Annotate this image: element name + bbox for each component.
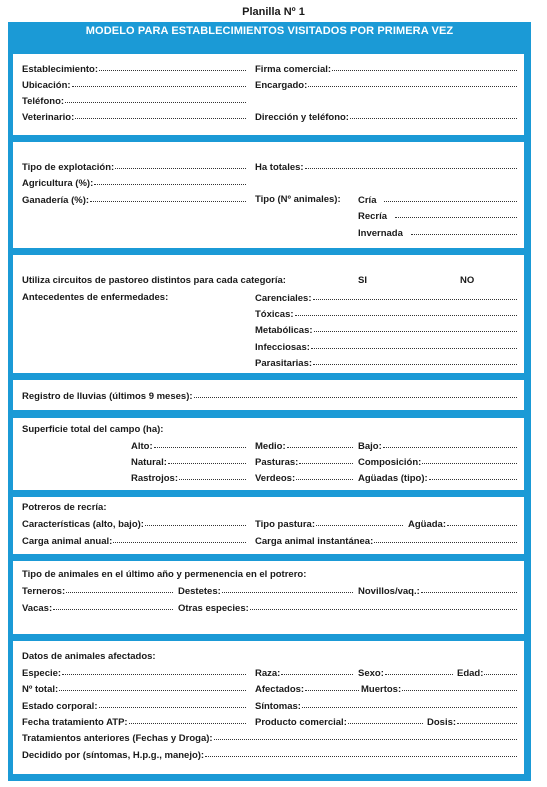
tipo-explotacion-field[interactable] [22,161,246,173]
tipo-explotacion-label: Tipo de explotación: [22,162,115,173]
sexo-label: Sexo: [358,668,384,679]
encargado-field[interactable] [255,79,517,91]
afectados-label: Afectados: [255,684,305,695]
si-option[interactable]: SI [358,275,367,286]
carga-anual-label: Carga animal anual: [22,536,113,547]
sintomas-line[interactable] [302,700,517,708]
agricultura-line[interactable] [94,177,246,185]
ganaderia-line[interactable] [90,194,246,202]
fecha-tratamiento-field[interactable] [22,716,246,728]
novillos-line[interactable] [421,585,517,593]
section-establecimiento [13,54,524,135]
infecciosas-label: Infecciosas: [255,342,310,353]
bajo-label: Bajo: [358,441,382,452]
n-total-line[interactable] [59,683,246,691]
composicion-line[interactable] [422,456,517,464]
sintomas-label: Síntomas: [255,701,301,712]
cria-field[interactable] [358,194,517,206]
telefono-field[interactable] [22,95,246,107]
ganaderia-field[interactable] [22,194,246,206]
ubicacion-line[interactable] [72,79,246,87]
composicion-label: Composición: [358,457,422,468]
cria-label: Cría [358,195,377,206]
aguada-label: Agüada: [408,519,446,530]
muertos-label: Muertos: [361,684,402,695]
alto-line[interactable] [154,440,246,448]
recria-label: Recría [358,211,388,222]
novillos-label: Novillos/vaq.: [358,586,420,597]
invernada-line[interactable] [411,227,517,235]
especie-line[interactable] [62,667,246,675]
composicion-field[interactable] [358,456,517,468]
veterinario-line[interactable] [75,111,246,119]
sexo-field[interactable] [358,667,453,679]
bajo-line[interactable] [383,440,517,448]
medio-field[interactable] [255,440,353,452]
infecciosas-line[interactable] [311,341,517,349]
otras-especies-label: Otras especies: [178,603,249,614]
carga-instantanea-field[interactable] [255,535,517,547]
caracteristicas-field[interactable] [22,518,246,530]
dosis-line[interactable] [457,716,517,724]
edad-field[interactable] [457,667,517,679]
natural-field[interactable] [131,456,246,468]
recria-line[interactable] [395,210,517,218]
afectados-field[interactable] [255,683,359,695]
destetes-field[interactable] [178,585,353,597]
parasitarias-label: Parasitarias: [255,358,313,369]
veterinario-label: Veterinario: [22,112,75,123]
carga-instantanea-line[interactable] [374,535,517,543]
potreros-label: Potreros de recría: [22,502,107,513]
veterinario-field[interactable] [22,111,246,123]
carenciales-field[interactable] [255,292,517,304]
muertos-field[interactable] [361,683,517,695]
producto-comercial-line[interactable] [348,716,423,724]
dosis-label: Dosis: [427,717,457,728]
verdeos-label: Verdeos: [255,473,296,484]
verdeos-line[interactable] [296,472,353,480]
encargado-label: Encargado: [255,80,308,91]
superficie-label: Superficie total del campo (ha): [22,424,164,435]
aguadas-field[interactable] [358,472,517,484]
rastrojos-line[interactable] [179,472,246,480]
afectados-line[interactable] [305,683,359,691]
edad-line[interactable] [484,667,517,675]
vacas-line[interactable] [53,602,173,610]
agricultura-field[interactable] [22,177,246,189]
establecimiento-field[interactable] [22,63,246,75]
muertos-line[interactable] [402,683,517,691]
tratamientos-anteriores-label: Tratamientos anteriores (Fechas y Droga): [22,733,213,744]
natural-label: Natural: [131,457,167,468]
section-potreros [13,497,524,554]
no-option[interactable]: NO [460,275,475,286]
raza-line[interactable] [281,667,353,675]
caracteristicas-line[interactable] [145,518,246,526]
section-superficie [13,418,524,490]
sintomas-field[interactable] [255,700,517,712]
ha-totales-label: Ha totales: [255,162,304,173]
carga-anual-field[interactable] [22,535,246,547]
metabolicas-label: Metabólicas: [255,325,313,336]
otras-especies-line[interactable] [250,602,517,610]
firma-label: Firma comercial: [255,64,332,75]
encargado-line[interactable] [308,79,517,87]
pasturas-field[interactable] [255,456,353,468]
verdeos-field[interactable] [255,472,353,484]
natural-line[interactable] [168,456,246,464]
form-title-banner: MODELO PARA ESTABLECIMIENTOS VISITADOS POR PRIMERA VEZ [8,22,531,41]
tipo-pastura-field[interactable] [255,518,403,530]
carenciales-label: Carenciales: [255,293,312,304]
ha-totales-field[interactable] [255,161,517,173]
n-total-field[interactable] [22,683,246,695]
raza-field[interactable] [255,667,353,679]
fecha-tratamiento-label: Fecha tratamiento ATP: [22,717,128,728]
terneros-label: Terneros: [22,586,66,597]
datos-afectados-label: Datos de animales afectados: [22,651,156,662]
aguadas-label: Agüadas (tipo): [358,473,428,484]
section-enfermedades [13,255,524,373]
lluvias-field[interactable] [22,390,517,402]
n-total-label: Nº total: [22,684,59,695]
telefono-label: Teléfono: [22,96,65,107]
raza-label: Raza: [255,668,281,679]
lluvias-label: Registro de lluvias (últimos 9 meses): [22,391,193,402]
firma-field[interactable] [255,63,517,75]
establecimiento-line[interactable] [99,63,246,71]
dosis-field[interactable] [427,716,517,728]
antecedentes-label: Antecedentes de enfermedades: [22,292,169,303]
form-number: Planilla Nº 1 [242,6,305,18]
decidido-por-label: Decidido por (síntomas, H.p.g., manejo): [22,750,205,761]
tratamientos-anteriores-line[interactable] [214,732,517,740]
pasturas-label: Pasturas: [255,457,299,468]
alto-field[interactable] [131,440,246,452]
tipo-pastura-label: Tipo pastura: [255,519,315,530]
aguada-field[interactable] [408,518,517,530]
novillos-field[interactable] [358,585,517,597]
tratamientos-anteriores-field[interactable] [22,732,517,744]
vacas-label: Vacas: [22,603,53,614]
medio-label: Medio: [255,441,286,452]
estado-corporal-field[interactable] [22,700,246,712]
decidido-por-line[interactable] [205,749,517,757]
especie-field[interactable] [22,667,246,679]
infecciosas-field[interactable] [255,341,517,353]
alto-label: Alto: [131,441,153,452]
toxicas-label: Tóxicas: [255,309,294,320]
parasitarias-line[interactable] [313,357,517,365]
section-explotacion [13,142,524,248]
terneros-line[interactable] [66,585,173,593]
parasitarias-field[interactable] [255,357,517,369]
pasturas-line[interactable] [299,456,353,464]
carenciales-line[interactable] [313,292,517,300]
vacas-field[interactable] [22,602,173,614]
section-lluvias [13,380,524,410]
producto-comercial-field[interactable] [255,716,423,728]
toxicas-field[interactable] [255,308,517,320]
carga-instantanea-label: Carga animal instantánea: [255,536,374,547]
establecimiento-label: Establecimiento: [22,64,99,75]
ubicacion-label: Ubicación: [22,80,71,91]
invernada-label: Invernada [358,228,403,239]
tipo-explotacion-line[interactable] [115,161,246,169]
invernada-field[interactable] [358,227,517,239]
aguadas-line[interactable] [429,472,517,480]
bajo-field[interactable] [358,440,517,452]
recria-field[interactable] [358,210,517,222]
tipo-animales-label: Tipo (Nº animales): [255,194,341,205]
tipo-pastura-line[interactable] [316,518,403,526]
estado-corporal-label: Estado corporal: [22,701,98,712]
sexo-line[interactable] [385,667,453,675]
estado-corporal-line[interactable] [99,700,247,708]
rastrojos-field[interactable] [131,472,246,484]
ha-totales-line[interactable] [305,161,517,169]
direccion-label: Dirección y teléfono: [255,112,349,123]
section-tipo-animales [13,561,524,634]
circuitos-label: Utiliza circuitos de pastoreo distintos para cada categoría: [22,275,286,286]
especie-label: Especie: [22,668,62,679]
edad-label: Edad: [457,668,484,679]
carga-anual-line[interactable] [113,535,246,543]
direccion-line[interactable] [350,111,517,119]
metabolicas-line[interactable] [314,324,517,332]
tipo-animales-permanencia-label: Tipo de animales en el último año y permenencia en el potrero: [22,569,307,580]
medio-line[interactable] [287,440,353,448]
aguada-line[interactable] [447,518,517,526]
rastrojos-label: Rastrojos: [131,473,178,484]
firma-line[interactable] [332,63,517,71]
section-animales-afectados [13,641,524,774]
lluvias-line[interactable] [194,390,517,398]
decidido-por-field[interactable] [22,749,517,761]
ubicacion-field[interactable] [22,79,246,91]
telefono-line[interactable] [65,95,246,103]
destetes-label: Destetes: [178,586,221,597]
producto-comercial-label: Producto comercial: [255,717,347,728]
terneros-field[interactable] [22,585,173,597]
ganaderia-label: Ganadería (%): [22,195,90,206]
toxicas-line[interactable] [295,308,517,316]
caracteristicas-label: Características (alto, bajo): [22,519,144,530]
otras-especies-field[interactable] [178,602,517,614]
agricultura-label: Agricultura (%): [22,178,94,189]
direccion-field[interactable] [255,111,517,123]
destetes-line[interactable] [222,585,353,593]
cria-line[interactable] [384,194,517,202]
fecha-tratamiento-line[interactable] [129,716,246,724]
metabolicas-field[interactable] [255,324,517,336]
